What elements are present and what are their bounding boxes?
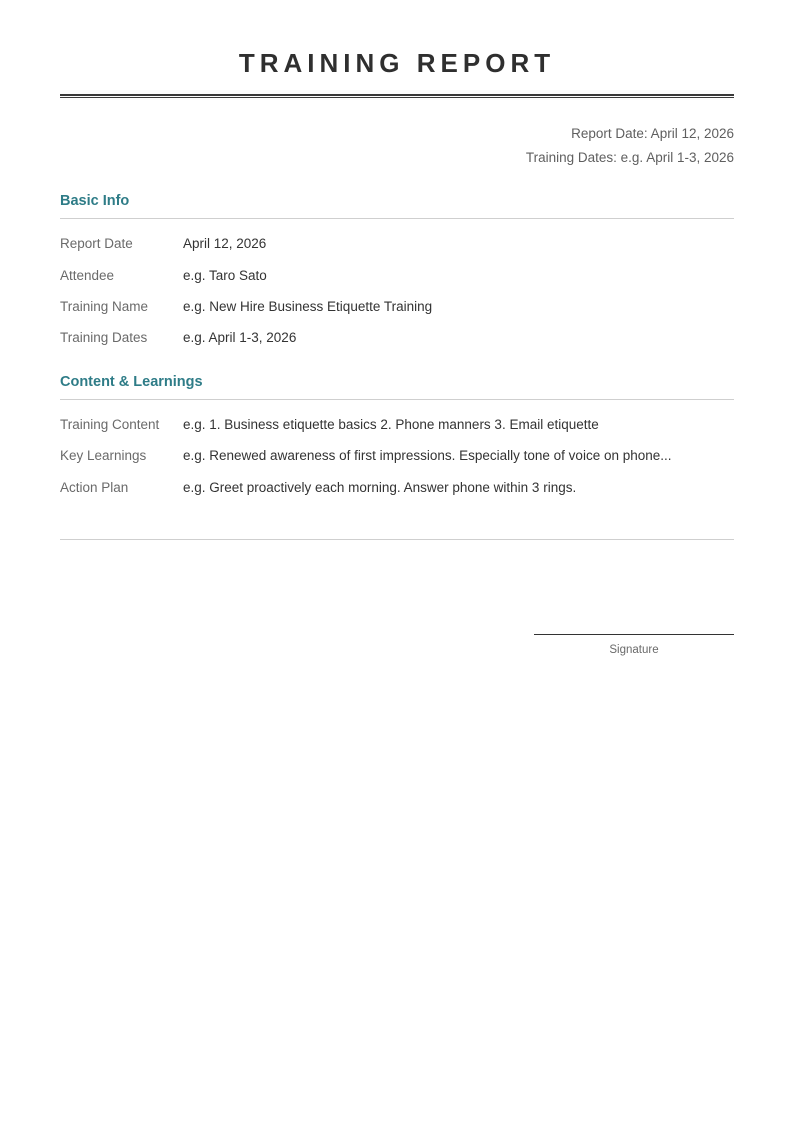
content-learnings-rule (60, 399, 734, 400)
page-title: TRAINING REPORT (238, 48, 556, 78)
info-row-attendee (60, 266, 734, 286)
field-value: April 12, 2026 (183, 236, 267, 251)
field-value: e.g. Taro Sato (183, 268, 267, 283)
info-row-training-dates (60, 328, 734, 348)
content-learnings-heading: Content & Learnings (60, 374, 203, 390)
field-value: e.g. Greet proactively each morning. Answer phone within 3 rings. (183, 480, 577, 495)
field-value: e.g. New Hire Business Etiquette Training (183, 299, 433, 314)
signature-label: Signature (609, 644, 659, 656)
field-value: e.g. April 1-3, 2026 (183, 330, 297, 345)
training-dates-meta: Training Dates: e.g. April 1-3, 2026 (525, 150, 734, 165)
basic-info-heading: Basic Info (60, 193, 130, 209)
field-label: Report Date (60, 236, 133, 251)
field-label: Training Name (60, 299, 149, 314)
basic-info-rule (60, 218, 734, 219)
section-divider (60, 539, 734, 540)
content-row-action-plan (60, 478, 734, 498)
signature-line (534, 634, 734, 635)
field-value: e.g. 1. Business etiquette basics 2. Phone manners 3. Email etiquette (183, 417, 599, 432)
field-label: Training Content (60, 417, 160, 432)
report-date-meta: Report Date: April 12, 2026 (571, 126, 734, 141)
field-label: Action Plan (60, 480, 129, 495)
field-label: Attendee (60, 268, 115, 283)
field-label: Key Learnings (60, 448, 147, 463)
info-row-report-date (60, 234, 734, 254)
field-value: e.g. Renewed awareness of first impressions. Especially tone of voice on phone... (183, 448, 672, 463)
title-double-rule (60, 94, 734, 98)
content-row-training-content (60, 415, 734, 435)
info-row-training-name (60, 297, 734, 317)
content-row-key-learnings (60, 446, 734, 466)
field-label: Training Dates (60, 330, 148, 345)
